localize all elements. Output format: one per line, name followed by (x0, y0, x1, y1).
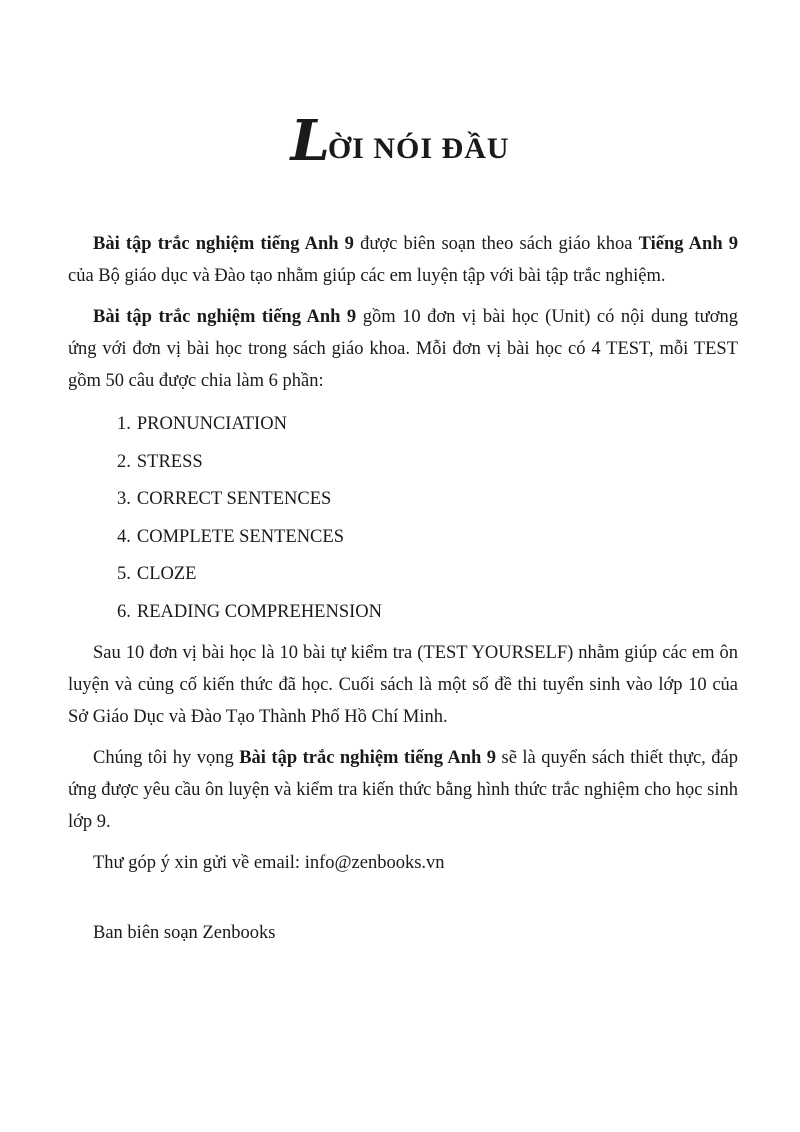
list-item: 5. CLOZE (117, 564, 197, 584)
book-title: Bài tập trắc nghiệm tiếng Anh 9 (93, 234, 354, 254)
book-title: Bài tập trắc nghiệm tiếng Anh 9 (239, 748, 497, 768)
list-item: 3. CORRECT SENTENCES (117, 489, 332, 509)
list-item: 2. STRESS (117, 451, 203, 472)
preface-body (68, 228, 738, 949)
title-rest: ỜI NÓI ĐẦU (327, 132, 510, 165)
sections-list (68, 406, 738, 631)
list-item: 6. READING COMPREHENSION (117, 601, 383, 622)
textbook-title: Tiếng Anh 9 (638, 234, 739, 254)
hope-paragraph: Chúng tôi hy vọng Bài tập trắc nghiệm tiếng Anh 9 sẽ là quyển sách thiết thực, đáp ứng được yêu cầu ôn luyện và kiểm tra kiến thức bằng hình thức trắc nghiệm cho học sinh lớp 9. (68, 748, 738, 832)
list-item: 1. PRONUNCIATION (117, 414, 287, 434)
contact-line: Thư góp ý xin gửi về email: info@zenbooks.vn (93, 853, 445, 873)
book-title: Bài tập trắc nghiệm tiếng Anh 9 (93, 307, 357, 327)
review-paragraph: Sau 10 đơn vị bài học là 10 bài tự kiểm tra (TEST YOURSELF) nhằm giúp các em ôn luyện và củng cố kiến thức đã học. Cuối sách là một số đề thi tuyển sinh vào lớp 10 của Sở Giáo Dục và Đào Tạo Thành Phố Hồ Chí Minh. (68, 643, 738, 727)
page-title (0, 108, 800, 174)
intro-paragraph: Bài tập trắc nghiệm tiếng Anh 9 được biên soạn theo sách giáo khoa Tiếng Anh 9 của Bộ giáo dục và Đào tạo nhằm giúp các em luyện tập với bài tập trắc nghiệm. (68, 234, 739, 286)
title-initial: L (290, 108, 328, 174)
structure-paragraph: Bài tập trắc nghiệm tiếng Anh 9 gồm 10 đơn vị bài học (Unit) có nội dung tương ứng với đơn vị bài học trong sách giáo khoa. Mỗi đơn vị bài học có 4 TEST, mỗi TEST gồm 50 câu được chia làm 6 phần: (68, 307, 738, 391)
list-item: 4. COMPLETE SENTENCES (117, 526, 344, 547)
signature: Ban biên soạn Zenbooks (93, 923, 276, 943)
